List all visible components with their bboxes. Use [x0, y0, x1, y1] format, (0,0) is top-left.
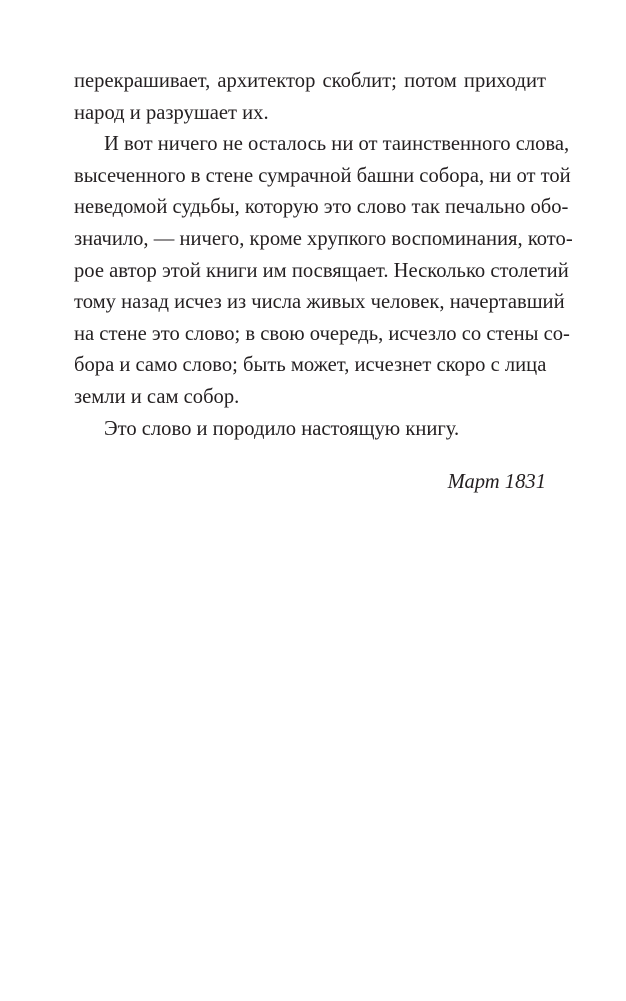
- text-line: земли и сам собор.: [74, 385, 240, 408]
- text-line: Это слово и породило настоящую книгу.: [104, 417, 460, 440]
- text-line: рое автор этой книги им посвящает. Несколько столетий: [74, 259, 569, 282]
- paragraph-1: [74, 66, 546, 129]
- paragraph-3: [74, 414, 546, 446]
- text-line: И вот ничего не осталось ни от таинственного слова,: [104, 133, 570, 156]
- page-text: [74, 66, 573, 499]
- paragraph-2: [74, 129, 573, 413]
- text-line: значило, — ничего, кроме хрупкого воспоминания, кото-: [74, 227, 573, 250]
- text-line: народ и разрушает их.: [74, 101, 269, 124]
- spacer: [74, 445, 546, 467]
- text-line: перекрашивает, архитектор скоблит; потом приходит: [74, 70, 546, 92]
- text-line: неведомой судьбы, которую это слово так печально обо-: [74, 196, 569, 219]
- text-line: высеченного в стене сумрачной башни собора, ни от той: [74, 164, 571, 187]
- text-line: тому назад исчез из числа живых человек, начертавший: [74, 291, 565, 314]
- date-signature: Март 1831: [447, 471, 546, 494]
- text-line: бора и само слово; быть может, исчезнет скоро с лица: [74, 354, 547, 377]
- text-line: на стене это слово; в свою очередь, исчезло со стены со-: [74, 322, 570, 345]
